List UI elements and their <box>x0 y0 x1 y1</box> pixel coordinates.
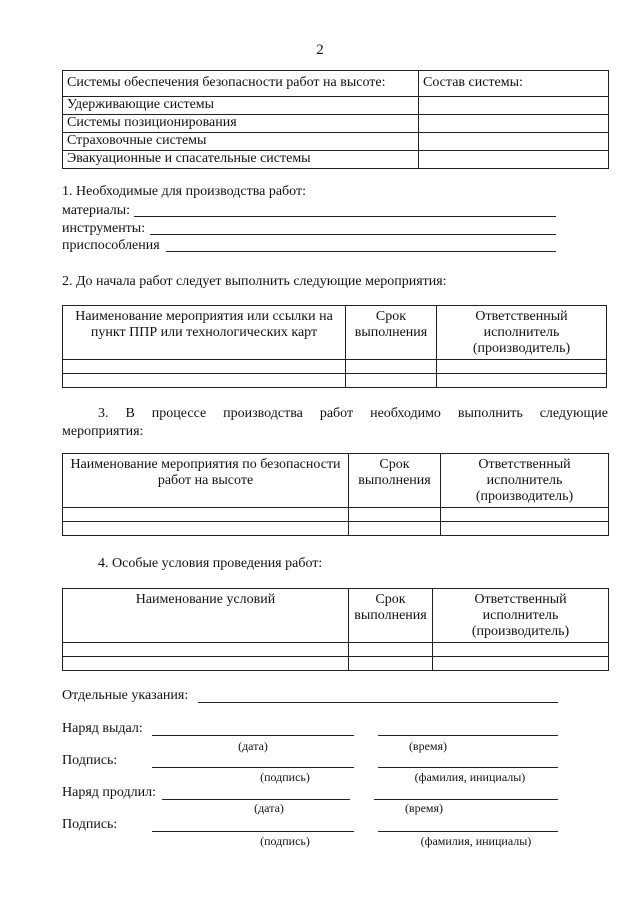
name-hint: (фамилия, инициалы) <box>420 834 532 848</box>
responsible-header: Ответственный исполнитель (производитель) <box>437 306 607 360</box>
special-conditions-table <box>62 588 609 671</box>
table-cell[interactable] <box>437 374 607 388</box>
materials-field[interactable] <box>134 216 556 217</box>
composition-header: Состав системы: <box>419 71 609 97</box>
table-row: Эвакуационные и спасательные системы <box>63 151 419 169</box>
section3-heading: 3. В процессе производства работ необходимо выполнить следующие <box>98 406 608 421</box>
tools-label: инструменты: <box>62 221 146 236</box>
devices-field[interactable] <box>166 251 556 252</box>
signature-label: Подпись: <box>62 753 118 768</box>
name-field[interactable] <box>378 767 558 768</box>
table-cell[interactable] <box>63 657 349 671</box>
signature-hint: (подпись) <box>260 834 310 848</box>
measure-name-header: Наименование мероприятия или ссылки на пункт ППР или технологических карт <box>63 306 346 360</box>
table-cell[interactable] <box>349 657 433 671</box>
separate-instructions-label: Отдельные указания: <box>62 688 189 703</box>
extended-label: Наряд продлил: <box>62 785 156 800</box>
table-cell[interactable] <box>63 360 346 374</box>
deadline-header: Срок выполнения <box>349 454 441 508</box>
signature-field[interactable] <box>152 831 354 832</box>
table-cell[interactable] <box>63 522 349 536</box>
measure-name-header: Наименование мероприятия по безопасности работ на высоте <box>63 454 349 508</box>
section2-heading: 2. До начала работ следует выполнить следующие мероприятия: <box>62 274 447 289</box>
section3-heading-cont: мероприятия: <box>62 424 144 439</box>
table-cell[interactable] <box>63 643 349 657</box>
safety-systems-table <box>62 70 609 169</box>
table-cell[interactable] <box>63 374 346 388</box>
composition-cell[interactable] <box>419 115 609 133</box>
table-cell[interactable] <box>63 508 349 522</box>
table-cell[interactable] <box>349 508 441 522</box>
separate-instructions-field[interactable] <box>198 702 558 703</box>
signature-hint: (подпись) <box>260 770 310 784</box>
table-cell[interactable] <box>346 374 437 388</box>
issued-time-field[interactable] <box>378 735 558 736</box>
responsible-header: Ответственный исполнитель (производитель) <box>433 589 609 643</box>
name-hint: (фамилия, инициалы) <box>414 770 526 784</box>
table-cell[interactable] <box>349 522 441 536</box>
composition-cell[interactable] <box>419 97 609 115</box>
work-measures-table <box>62 453 609 536</box>
preparatory-measures-table <box>62 305 607 388</box>
table-cell[interactable] <box>346 360 437 374</box>
condition-name-header: Наименование условий <box>63 589 349 643</box>
table-cell[interactable] <box>433 657 609 671</box>
composition-cell[interactable] <box>419 133 609 151</box>
systems-header: Системы обеспечения безопасности работ на высоте: <box>63 71 419 97</box>
section4-heading: 4. Особые условия проведения работ: <box>98 556 323 571</box>
composition-cell[interactable] <box>419 151 609 169</box>
table-cell[interactable] <box>441 522 609 536</box>
section1-heading: 1. Необходимые для производства работ: <box>62 184 307 199</box>
page-number: 2 <box>316 42 324 58</box>
table-row: Системы позиционирования <box>63 115 419 133</box>
name-field[interactable] <box>378 831 558 832</box>
devices-label: приспособления <box>62 238 160 253</box>
date-hint: (дата) <box>238 739 268 753</box>
table-cell[interactable] <box>441 508 609 522</box>
date-hint: (дата) <box>254 801 284 815</box>
tools-field[interactable] <box>150 234 556 235</box>
signature-field[interactable] <box>152 767 354 768</box>
signature-label: Подпись: <box>62 817 118 832</box>
table-cell[interactable] <box>349 643 433 657</box>
table-row: Страховочные системы <box>63 133 419 151</box>
responsible-header: Ответственный исполнитель (производитель) <box>441 454 609 508</box>
table-row: Удерживающие системы <box>63 97 419 115</box>
deadline-header: Срок выполнения <box>346 306 437 360</box>
issued-label: Наряд выдал: <box>62 721 143 736</box>
deadline-header: Срок выполнения <box>349 589 433 643</box>
extended-time-field[interactable] <box>374 799 558 800</box>
table-cell[interactable] <box>433 643 609 657</box>
materials-label: материалы: <box>62 203 131 218</box>
extended-date-field[interactable] <box>162 799 350 800</box>
issued-date-field[interactable] <box>152 735 354 736</box>
time-hint: (время) <box>408 739 448 753</box>
time-hint: (время) <box>404 801 444 815</box>
table-cell[interactable] <box>437 360 607 374</box>
